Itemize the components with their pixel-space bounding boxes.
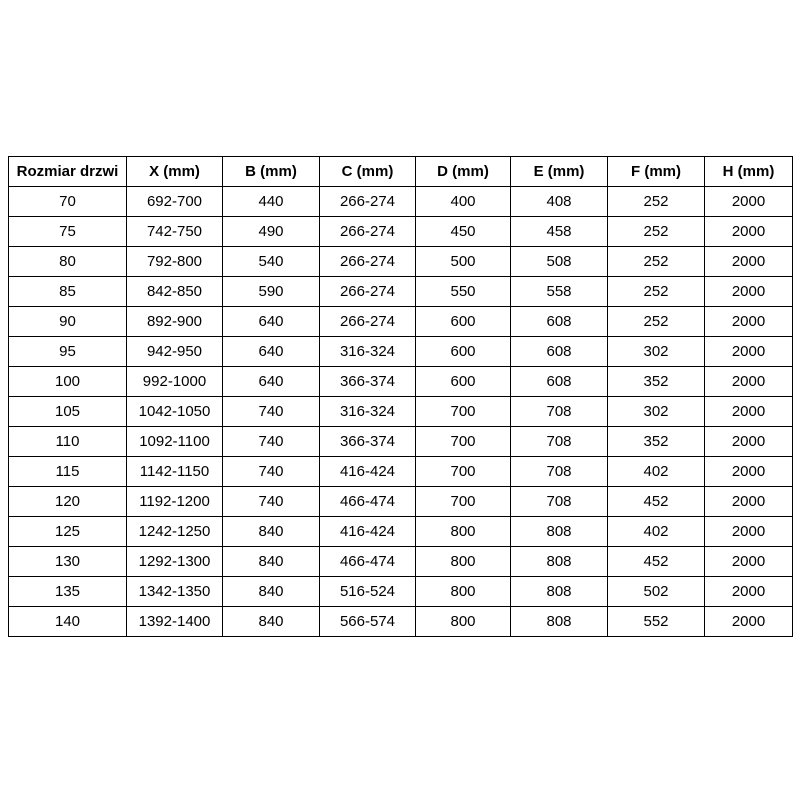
table-cell: 252 (608, 217, 705, 247)
table-cell: 792-800 (127, 247, 223, 277)
column-header: E (mm) (511, 157, 608, 187)
table-cell: 700 (416, 397, 511, 427)
table-cell: 740 (223, 427, 320, 457)
table-row (9, 397, 793, 427)
table-cell: 590 (223, 277, 320, 307)
column-header: D (mm) (416, 157, 511, 187)
table-header (9, 157, 793, 187)
table-cell: 2000 (705, 337, 793, 367)
table-cell: 115 (9, 457, 127, 487)
table-cell: 708 (511, 397, 608, 427)
table-cell: 140 (9, 607, 127, 637)
table-cell: 2000 (705, 547, 793, 577)
table-cell: 70 (9, 187, 127, 217)
table-cell: 1092-1100 (127, 427, 223, 457)
table-row (9, 457, 793, 487)
table-cell: 2000 (705, 397, 793, 427)
table-cell: 252 (608, 277, 705, 307)
table-cell: 800 (416, 547, 511, 577)
table-cell: 440 (223, 187, 320, 217)
table-cell: 740 (223, 457, 320, 487)
table-cell: 740 (223, 487, 320, 517)
table-cell: 708 (511, 487, 608, 517)
table-cell: 1042-1050 (127, 397, 223, 427)
table-cell: 266-274 (320, 217, 416, 247)
table-cell: 708 (511, 457, 608, 487)
table-cell: 2000 (705, 577, 793, 607)
table-cell: 840 (223, 517, 320, 547)
column-header: F (mm) (608, 157, 705, 187)
table-cell: 105 (9, 397, 127, 427)
table-cell: 540 (223, 247, 320, 277)
table-cell: 352 (608, 427, 705, 457)
table-cell: 808 (511, 517, 608, 547)
table-cell: 566-574 (320, 607, 416, 637)
table-cell: 840 (223, 547, 320, 577)
table-cell: 552 (608, 607, 705, 637)
table-row (9, 367, 793, 397)
table-cell: 500 (416, 247, 511, 277)
table-cell: 352 (608, 367, 705, 397)
table-cell: 2000 (705, 607, 793, 637)
table-cell: 2000 (705, 217, 793, 247)
table-cell: 842-850 (127, 277, 223, 307)
table-cell: 640 (223, 307, 320, 337)
table-cell: 700 (416, 457, 511, 487)
table-cell: 110 (9, 427, 127, 457)
table-cell: 266-274 (320, 247, 416, 277)
table-cell: 416-424 (320, 517, 416, 547)
table-cell: 800 (416, 607, 511, 637)
dimension-table-container (8, 156, 792, 637)
table-cell: 1292-1300 (127, 547, 223, 577)
table-cell: 808 (511, 547, 608, 577)
table-cell: 740 (223, 397, 320, 427)
table-cell: 2000 (705, 307, 793, 337)
table-cell: 458 (511, 217, 608, 247)
table-cell: 135 (9, 577, 127, 607)
table-cell: 708 (511, 427, 608, 457)
column-header: Rozmiar drzwi (9, 157, 127, 187)
table-cell: 800 (416, 577, 511, 607)
table-cell: 130 (9, 547, 127, 577)
table-cell: 2000 (705, 367, 793, 397)
table-body (9, 187, 793, 637)
table-row (9, 607, 793, 637)
table-cell: 252 (608, 187, 705, 217)
table-cell: 302 (608, 337, 705, 367)
table-row (9, 187, 793, 217)
table-cell: 366-374 (320, 427, 416, 457)
table-cell: 558 (511, 277, 608, 307)
table-cell: 808 (511, 577, 608, 607)
table-cell: 808 (511, 607, 608, 637)
table-cell: 366-374 (320, 367, 416, 397)
table-cell: 125 (9, 517, 127, 547)
dimension-table (8, 156, 793, 637)
table-row (9, 577, 793, 607)
table-row (9, 337, 793, 367)
table-cell: 2000 (705, 457, 793, 487)
table-row (9, 517, 793, 547)
table-row (9, 547, 793, 577)
table-cell: 2000 (705, 187, 793, 217)
table-cell: 266-274 (320, 277, 416, 307)
table-cell: 608 (511, 337, 608, 367)
table-cell: 640 (223, 367, 320, 397)
table-cell: 1342-1350 (127, 577, 223, 607)
table-cell: 508 (511, 247, 608, 277)
table-cell: 450 (416, 217, 511, 247)
table-row (9, 487, 793, 517)
table-cell: 75 (9, 217, 127, 247)
table-cell: 992-1000 (127, 367, 223, 397)
table-row (9, 307, 793, 337)
table-cell: 516-524 (320, 577, 416, 607)
table-cell: 550 (416, 277, 511, 307)
column-header: B (mm) (223, 157, 320, 187)
table-cell: 100 (9, 367, 127, 397)
table-cell: 120 (9, 487, 127, 517)
table-cell: 302 (608, 397, 705, 427)
table-cell: 402 (608, 457, 705, 487)
table-cell: 316-324 (320, 397, 416, 427)
table-cell: 840 (223, 607, 320, 637)
table-cell: 742-750 (127, 217, 223, 247)
table-cell: 1242-1250 (127, 517, 223, 547)
table-cell: 840 (223, 577, 320, 607)
table-cell: 2000 (705, 247, 793, 277)
table-cell: 252 (608, 307, 705, 337)
table-cell: 85 (9, 277, 127, 307)
table-cell: 1192-1200 (127, 487, 223, 517)
table-cell: 90 (9, 307, 127, 337)
table-cell: 608 (511, 307, 608, 337)
table-cell: 266-274 (320, 187, 416, 217)
table-cell: 408 (511, 187, 608, 217)
table-cell: 2000 (705, 277, 793, 307)
table-cell: 2000 (705, 517, 793, 547)
table-cell: 800 (416, 517, 511, 547)
table-cell: 252 (608, 247, 705, 277)
table-cell: 942-950 (127, 337, 223, 367)
column-header: H (mm) (705, 157, 793, 187)
column-header: C (mm) (320, 157, 416, 187)
table-cell: 600 (416, 337, 511, 367)
table-cell: 466-474 (320, 487, 416, 517)
table-cell: 700 (416, 427, 511, 457)
table-cell: 2000 (705, 427, 793, 457)
header-row (9, 157, 793, 187)
table-cell: 1142-1150 (127, 457, 223, 487)
table-cell: 466-474 (320, 547, 416, 577)
table-cell: 600 (416, 367, 511, 397)
table-cell: 502 (608, 577, 705, 607)
table-cell: 95 (9, 337, 127, 367)
table-cell: 316-324 (320, 337, 416, 367)
table-row (9, 277, 793, 307)
table-row (9, 217, 793, 247)
table-cell: 452 (608, 547, 705, 577)
table-cell: 80 (9, 247, 127, 277)
table-cell: 700 (416, 487, 511, 517)
table-cell: 400 (416, 187, 511, 217)
table-cell: 892-900 (127, 307, 223, 337)
table-cell: 1392-1400 (127, 607, 223, 637)
table-cell: 640 (223, 337, 320, 367)
table-row (9, 247, 793, 277)
table-cell: 692-700 (127, 187, 223, 217)
table-cell: 416-424 (320, 457, 416, 487)
column-header: X (mm) (127, 157, 223, 187)
table-cell: 402 (608, 517, 705, 547)
table-cell: 266-274 (320, 307, 416, 337)
table-cell: 2000 (705, 487, 793, 517)
table-cell: 452 (608, 487, 705, 517)
table-cell: 608 (511, 367, 608, 397)
table-cell: 600 (416, 307, 511, 337)
table-row (9, 427, 793, 457)
table-cell: 490 (223, 217, 320, 247)
